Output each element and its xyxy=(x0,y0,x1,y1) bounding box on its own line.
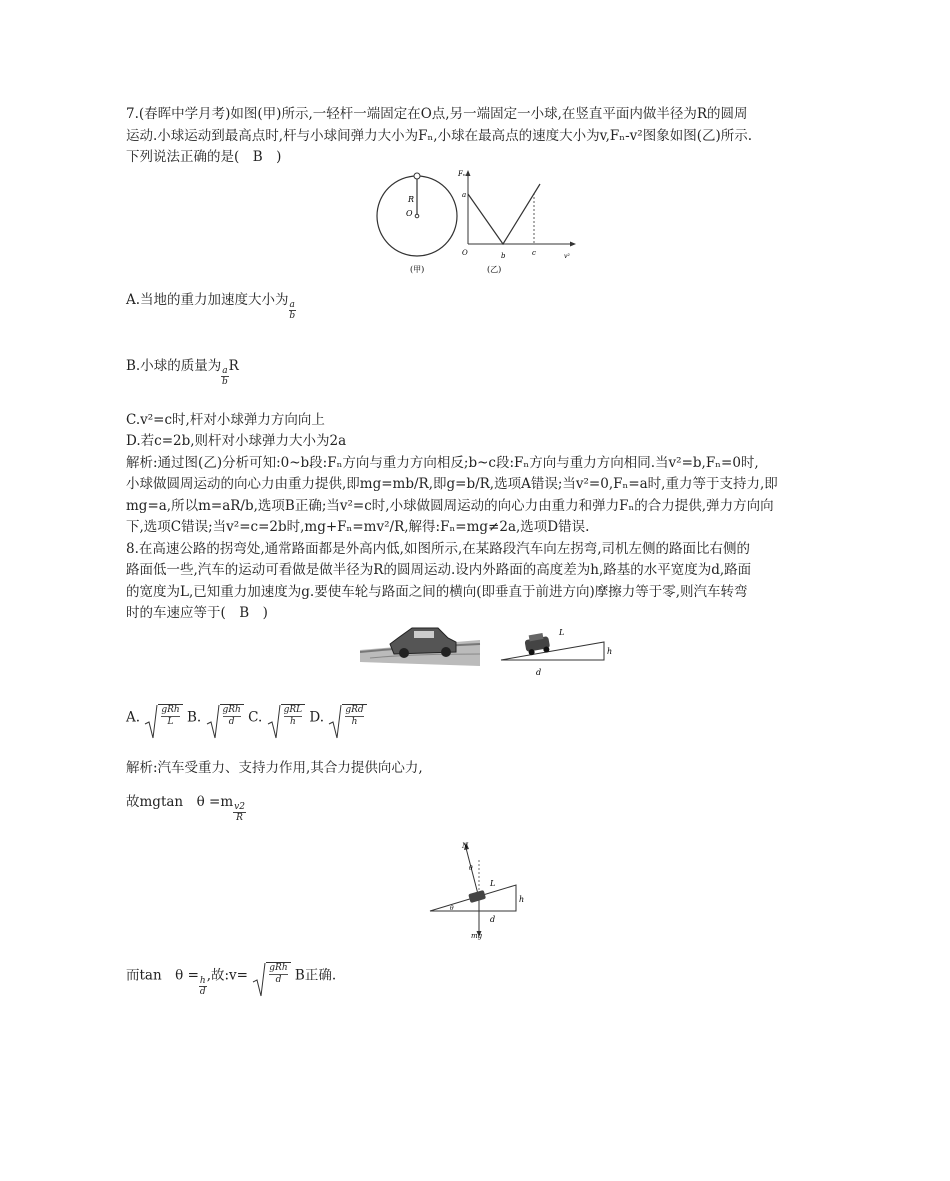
sol2-prefix: 故mgtan θ =m xyxy=(126,794,234,810)
sol3-suffix: B正确. xyxy=(294,967,337,984)
road-incline-figure xyxy=(496,620,616,678)
mg-label: mg xyxy=(471,932,483,940)
q7-stem-line3: 下列说法正确的是( B ) xyxy=(126,149,282,165)
h-label: h xyxy=(519,895,525,904)
q8-option-den: d xyxy=(228,717,235,727)
q8-option-b-radical xyxy=(206,704,244,732)
q8-option-den: h xyxy=(289,717,296,727)
q8-option-label: C. xyxy=(248,709,263,726)
q8-option-num: gRL xyxy=(283,705,303,715)
option-a-text: A.当地的重力加速度大小为 xyxy=(126,292,289,308)
q8-stem-line1: 8.在高速公路的拐弯处,通常路面都是外高内低,如图所示,在某路段汽车向左拐弯,司机左侧的路面比右侧的 xyxy=(126,541,751,557)
q8-option-d-radical xyxy=(328,704,366,732)
d-label: d xyxy=(490,915,496,924)
theta-bottom: θ xyxy=(450,905,454,912)
theta-top: θ xyxy=(469,865,473,872)
q7-option-a xyxy=(126,290,296,321)
r-label: R xyxy=(408,195,415,204)
sol3-rad-num: gRh xyxy=(269,963,288,973)
sol3-mid: ,故:v= xyxy=(206,967,248,984)
option-b-den: b xyxy=(222,377,228,387)
sol3-radical xyxy=(252,962,290,990)
l-label: L xyxy=(559,628,565,637)
option-a-num: a xyxy=(289,300,295,310)
h-label: h xyxy=(607,647,613,656)
q8-stem-line3: 的宽度为L,已知重力加速度为g.要使车轮与路面之间的横向(即垂直于前进方向)摩擦力等于零,则汽车转弯 xyxy=(126,584,748,600)
q8-option-c-radical xyxy=(267,704,306,732)
sol2-num: v2 xyxy=(234,802,245,812)
q7-solution-line3: mg=a,所以m=aR/b,选项B正确;当v²=c时,小球做圆周运动的向心力由重力和弹力Fₙ的合力提供,弹力方向向 xyxy=(126,498,774,514)
q8-option-label: A. xyxy=(126,709,141,726)
sol3-den: d xyxy=(199,986,206,997)
q8-option-den: h xyxy=(351,717,358,727)
sol3-prefix: 而tan θ = xyxy=(126,967,199,984)
q8-option-label: B. xyxy=(186,709,202,726)
q8-option-label: D. xyxy=(309,709,325,726)
option-b-num: a xyxy=(222,366,228,376)
option-a-den: b xyxy=(289,311,296,321)
o-label: O xyxy=(406,209,413,218)
q7-stem-line2: 运动.小球运动到最高点时,杆与小球间弹力大小为Fₙ,小球在最高点的速度大小为v,Fₙ-v²图象如图(乙)所示. xyxy=(126,128,753,144)
b-tick: b xyxy=(501,252,506,260)
q8-option-den: L xyxy=(167,717,174,727)
q7-solution-line4: 下,选项C错误;当v²=c=2b时,mg+Fₙ=mv²/R,解得:Fₙ=mg≠2a,选项D错误. xyxy=(126,519,590,535)
q8-stem-line4: 时的车速应等于( B ) xyxy=(126,605,268,621)
q8-option-num: gRh xyxy=(161,705,180,715)
c-tick: c xyxy=(532,249,536,257)
n-label: N xyxy=(462,842,469,850)
q7-option-d: D.若c=2b,则杆对小球弹力大小为2a xyxy=(126,433,347,449)
q7-stem-line1: 7.(春晖中学月考)如图(甲)所示,一轻杆一端固定在O点,另一端固定一小球,在竖直平面内做半径为R的圆周 xyxy=(126,106,748,122)
option-b-text: B.小球的质量为 xyxy=(126,358,222,374)
q8-solution-line2 xyxy=(126,792,246,823)
fn-axis-label: Fₙ xyxy=(458,170,466,178)
q7-option-b xyxy=(126,356,239,387)
car-photo xyxy=(360,620,482,670)
q8-options xyxy=(126,704,367,740)
sol2-den: R xyxy=(236,813,243,823)
caption-yi: (乙) xyxy=(487,265,502,274)
q8-stem-line2: 路面低一些,汽车的运动可看做是做半径为R的圆周运动.设内外路面的高度差为h,路基的水平宽度为d,路面 xyxy=(126,562,752,578)
a-tick: a xyxy=(462,191,467,199)
v2-axis-label: v² xyxy=(564,253,570,260)
q8-option-num: gRh xyxy=(222,705,241,715)
caption-jia: (甲) xyxy=(410,265,425,274)
force-diagram xyxy=(424,838,530,940)
q8-solution-line1: 解析:汽车受重力、支持力作用,其合力提供向心力, xyxy=(126,760,423,776)
option-b-suffix: R xyxy=(228,358,239,374)
sol3-rad-den: d xyxy=(275,975,282,985)
q7-solution-line1: 解析:通过图(乙)分析可知:0~b段:Fₙ方向与重力方向相反;b~c段:Fₙ方向与重力方向相同.当v²=b,Fₙ=0时, xyxy=(126,455,759,471)
q7-option-c: C.v²=c时,杆对小球弹力方向向上 xyxy=(126,412,325,428)
q7-solution-line2: 小球做圆周运动的向心力由重力提供,即mg=mb/R,即g=b/R,选项A错误;当v²=0,Fₙ=a时,重力等于支持力,即 xyxy=(126,476,778,492)
q8-solution-line3 xyxy=(126,962,336,998)
q8-option-num: gRd xyxy=(345,705,364,715)
sol3-num: h xyxy=(199,975,206,986)
figure-fn-v2-graph xyxy=(452,166,582,278)
origin-label: O xyxy=(462,249,468,257)
q8-option-a-radical xyxy=(144,704,182,732)
l-label: L xyxy=(490,879,496,888)
d-label: d xyxy=(536,668,542,677)
